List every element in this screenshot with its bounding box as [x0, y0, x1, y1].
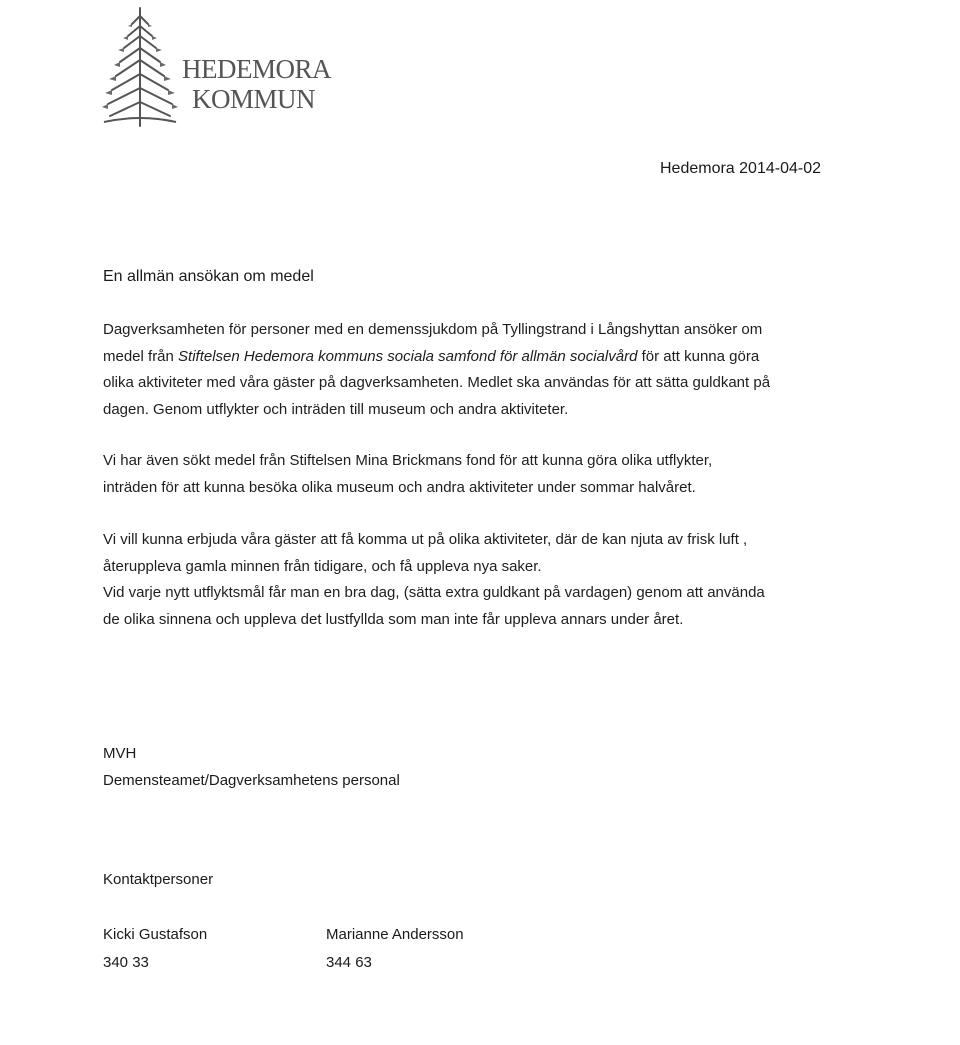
paragraph-purpose: [103, 527, 747, 580]
paragraph-line: dagen. Genom utflykter och inträden till museum och andra aktiviteter.: [103, 400, 569, 418]
sender: Demensteamet/Dagverksamhetens personal: [103, 772, 400, 789]
contact-name: Kicki Gustafson: [103, 926, 208, 943]
contact-phone: 344 63: [326, 954, 372, 971]
contact-name: Marianne Andersson: [326, 926, 464, 943]
contacts-heading: Kontaktpersoner: [103, 871, 214, 888]
paragraph-line: [103, 344, 770, 371]
paragraph-line: inträden för att kunna besöka olika museum och andra aktiviteter under sommar halvåret.: [103, 478, 696, 496]
paragraph-line: Vi har även sökt medel från Stiftelsen Mina Brickmans fond för att kunna göra olika utflykter,: [103, 452, 713, 469]
paragraph-outings: [103, 580, 765, 633]
paragraph-other-funding: [103, 448, 712, 501]
contact-person: [103, 921, 207, 977]
text-segment: medel från: [103, 347, 179, 365]
foundation-name: Stiftelsen Hedemora kommuns sociala samfond för allmän socialvård: [178, 347, 638, 365]
logo-wordmark: [182, 54, 331, 114]
letter-subject: En allmän ansökan om medel: [103, 268, 314, 285]
signoff: [103, 740, 400, 794]
logo-line-1: HEDEMORA: [182, 54, 331, 84]
text-segment: för att kunna göra: [637, 347, 760, 365]
municipality-logo: [100, 4, 340, 124]
paragraph-line: olika aktiviteter med våra gäster på dagverksamheten. Medlet ska användas för att sätta guldkant på: [103, 374, 771, 391]
paragraph-line: de olika sinnena och uppleva det lustfyllda som man inte får uppleva annars under året.: [103, 610, 684, 628]
paragraph-line: Vi vill kunna erbjuda våra gäster att få komma ut på olika aktiviteter, där de kan njuta av frisk luft ,: [103, 531, 748, 548]
greeting: MVH: [103, 745, 137, 762]
paragraph-line: återuppleva gamla minnen från tidigare, och få uppleva nya saker.: [103, 557, 542, 575]
paragraph-line: Vid varje nytt utflyktsmål får man en bra dag, (sätta extra guldkant på vardagen) genom att använda: [103, 584, 765, 601]
paragraph-application: [103, 317, 770, 423]
contact-phone: 340 33: [103, 954, 149, 971]
paragraph-line: Dagverksamheten för personer med en demenssjukdom på Tyllingstrand i Långshyttan ansöker om: [103, 321, 763, 338]
pine-tree-icon: [100, 4, 180, 128]
contact-person: [326, 921, 464, 977]
logo-line-2: KOMMUN: [192, 84, 316, 114]
letter-date: Hedemora 2014-04-02: [660, 160, 821, 177]
